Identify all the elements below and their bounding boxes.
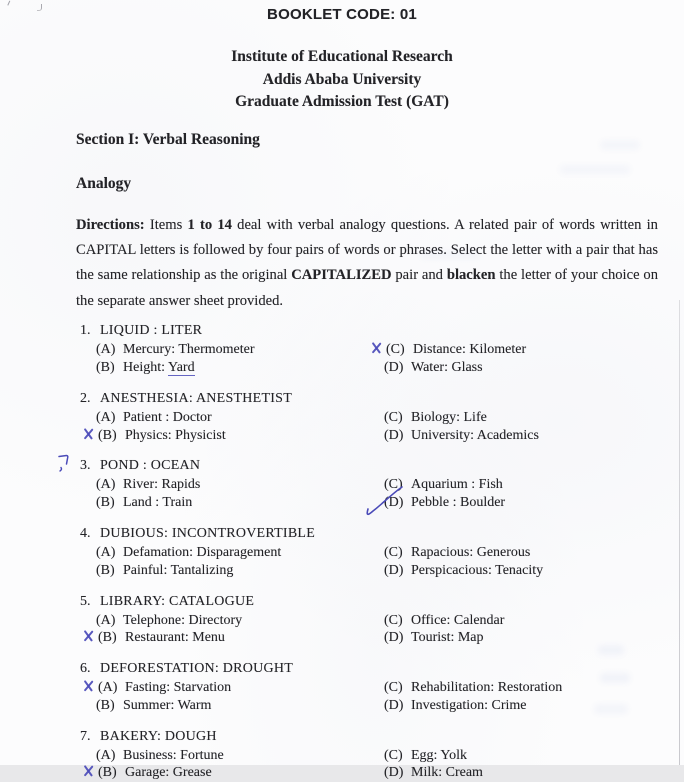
options-right-column	[384, 612, 684, 648]
question-number: 6.	[80, 661, 91, 677]
options-left-column	[96, 476, 368, 512]
option-text: Tourist: Map	[411, 630, 484, 646]
bleed-through-spot	[560, 165, 630, 174]
question-stem: DEFORESTATION: DROUGHT	[100, 661, 293, 677]
answer-option	[96, 544, 368, 562]
answer-option	[96, 612, 368, 630]
option-grid	[96, 476, 684, 512]
answer-option	[384, 562, 684, 580]
option-letter: (C)	[384, 747, 403, 763]
option-text: Height: Yard	[123, 359, 195, 375]
option-letter: (D)	[384, 562, 404, 578]
option-text: Defamation: Disparagement	[123, 544, 282, 560]
option-letter: (D)	[384, 495, 404, 511]
option-grid	[96, 747, 684, 782]
option-grid	[96, 341, 684, 377]
question-head	[80, 728, 684, 746]
question-number: 4.	[80, 525, 91, 541]
answer-option	[384, 612, 684, 630]
question-head	[80, 525, 684, 543]
question-head	[80, 457, 684, 475]
option-text: Distance: Kilometer	[413, 342, 527, 358]
directions-paragraph	[76, 213, 658, 315]
answer-option	[384, 679, 684, 697]
option-letter: (B)	[98, 765, 117, 781]
option-text: Painful: Tantalizing	[123, 562, 234, 578]
answer-option	[96, 341, 368, 359]
option-letter: (A)	[96, 409, 116, 425]
answer-option	[384, 697, 684, 715]
option-letter: (D)	[384, 697, 404, 713]
options-right-column	[384, 409, 684, 445]
option-text: Garage: Grease	[125, 765, 212, 781]
answer-option	[384, 359, 684, 377]
question-stem: LIBRARY: CATALOGUE	[100, 593, 255, 609]
option-text: Water: Glass	[411, 359, 483, 375]
options-left-column	[96, 409, 368, 445]
question-head	[80, 593, 684, 611]
handwritten-x-mark-icon	[83, 427, 96, 439]
options-right-column	[384, 341, 684, 377]
directions-segment: CAPITALIZED	[291, 267, 392, 284]
question-list	[80, 322, 684, 782]
institute-name: Institute of Educational Research	[231, 48, 453, 65]
university-name: Addis Ababa University	[262, 70, 422, 88]
option-text: Rapacious: Generous	[411, 544, 531, 560]
question	[80, 525, 684, 580]
option-text: Perspicacious: Tenacity	[411, 562, 544, 578]
option-text: Land : Train	[123, 495, 193, 511]
question-stem: BAKERY: DOUGH	[100, 728, 217, 744]
option-letter: (A)	[96, 477, 116, 493]
question	[80, 390, 684, 445]
options-right-column	[384, 747, 684, 782]
option-text: Aquarium : Fish	[411, 477, 503, 493]
option-letter: (D)	[384, 359, 404, 375]
option-letter: (A)	[96, 612, 116, 628]
option-letter: (C)	[384, 612, 403, 628]
question-stem: ANESTHESIA: ANESTHETIST	[100, 390, 293, 406]
answer-option	[384, 544, 684, 562]
option-letter: (C)	[384, 680, 403, 696]
option-text: Telephone: Directory	[123, 612, 243, 628]
question	[80, 322, 684, 377]
option-text: Investigation: Crime	[411, 697, 527, 713]
option-letter: (B)	[96, 697, 115, 713]
option-text: Business: Fortune	[123, 747, 224, 763]
option-text: Restaurant: Menu	[125, 630, 225, 646]
handwritten-x-mark-icon	[371, 341, 384, 353]
options-left-column	[96, 679, 368, 715]
answer-option	[96, 494, 368, 512]
scan-edge-line	[679, 300, 680, 765]
option-text: Pebble : Boulder	[411, 495, 506, 511]
stray-pen-mark	[37, 4, 42, 11]
option-letter: (C)	[386, 342, 405, 358]
answer-option	[384, 764, 684, 782]
answer-option	[96, 629, 368, 647]
option-letter: (A)	[96, 544, 116, 560]
option-grid	[96, 612, 684, 648]
question-number: 3.	[80, 458, 91, 474]
question-stem: POND : OCEAN	[100, 458, 201, 474]
option-text: Rehabilitation: Restoration	[411, 680, 563, 696]
question	[80, 728, 684, 782]
answer-option	[96, 679, 368, 697]
answer-option	[384, 629, 684, 647]
answer-option	[96, 409, 368, 427]
option-text: Summer: Warm	[123, 697, 212, 713]
option-grid	[96, 544, 684, 580]
question-number: 1.	[80, 323, 91, 339]
option-letter: (A)	[98, 680, 118, 696]
document-header	[0, 46, 684, 114]
options-right-column	[384, 544, 684, 580]
directions-segment: 1 to 14	[187, 216, 232, 233]
section-title: Section I: Verbal Reasoning	[76, 130, 260, 148]
answer-option	[384, 427, 684, 445]
handwritten-x-mark-icon	[83, 679, 96, 691]
directions-segment: the letter of your choice on the separate answer sheet provided.	[76, 267, 659, 309]
answer-option	[96, 697, 368, 715]
answer-option	[384, 747, 684, 765]
question-head	[80, 390, 684, 408]
handwritten-hook-mark-icon	[57, 453, 73, 478]
option-letter: (C)	[384, 544, 403, 560]
option-text: River: Rapids	[123, 477, 201, 493]
option-letter: (B)	[98, 427, 117, 443]
option-letter: (D)	[384, 630, 404, 646]
options-left-column	[96, 747, 368, 782]
option-letter: (D)	[384, 765, 404, 781]
directions-segment: Directions:	[76, 216, 145, 233]
question-number: 5.	[80, 593, 91, 609]
question-head	[80, 660, 684, 678]
options-left-column	[96, 612, 368, 648]
handwritten-x-mark-icon	[83, 629, 96, 641]
answer-option	[384, 409, 684, 427]
question-stem: DUBIOUS: INCONTROVERTIBLE	[100, 525, 316, 541]
option-letter: (B)	[96, 562, 115, 578]
option-text: Patient : Doctor	[123, 409, 212, 425]
answer-option	[96, 359, 368, 377]
option-letter: (D)	[384, 427, 404, 443]
answer-option	[96, 764, 368, 782]
bleed-through-spot	[420, 250, 480, 260]
option-text: Physics: Physicist	[125, 427, 226, 443]
answer-option	[384, 341, 684, 359]
option-text: Biology: Life	[411, 409, 487, 425]
option-letter: (C)	[384, 477, 403, 493]
question	[80, 457, 684, 512]
answer-option	[96, 476, 368, 494]
directions-segment: Items	[144, 216, 188, 233]
question-stem: LIQUID : LITER	[100, 323, 203, 339]
option-grid	[96, 409, 684, 445]
answer-option	[384, 476, 684, 494]
option-text: University: Academics	[411, 427, 539, 443]
options-left-column	[96, 341, 368, 377]
directions-segment: deal with verbal analogy questions. A related pair of words written in CAPITAL letters is followed by four pairs of words or phrases. Select the letter with a pair that has the same relationship as the original	[76, 216, 658, 284]
option-letter: (A)	[96, 342, 116, 358]
options-left-column	[96, 544, 368, 580]
option-text: Milk: Cream	[411, 765, 483, 781]
test-name: Graduate Admission Test (GAT)	[235, 93, 449, 110]
option-text: Fasting: Starvation	[125, 680, 232, 696]
subsection-title: Analogy	[76, 174, 132, 192]
options-right-column	[384, 679, 684, 715]
question-head	[80, 322, 684, 340]
option-letter: (B)	[98, 630, 117, 646]
question-number: 2.	[80, 390, 91, 406]
option-letter: (B)	[96, 495, 115, 511]
bleed-through-spot	[594, 704, 628, 714]
options-right-column	[384, 476, 684, 512]
option-letter: (B)	[96, 359, 115, 375]
option-letter: (C)	[384, 409, 403, 425]
question	[80, 593, 684, 648]
handwritten-underline: Yard	[167, 359, 195, 375]
bleed-through-spot	[598, 645, 624, 655]
bleed-through-spot	[600, 673, 630, 683]
option-letter: (A)	[96, 747, 116, 763]
answer-option	[384, 494, 684, 512]
answer-option	[96, 562, 368, 580]
answer-option	[96, 427, 368, 445]
option-text: Egg: Yolk	[411, 747, 468, 763]
directions-segment: pair and	[391, 267, 447, 284]
bleed-through-spot	[600, 140, 640, 150]
option-text: Mercury: Thermometer	[123, 342, 255, 358]
answer-option	[96, 747, 368, 765]
option-text: Office: Calendar	[411, 612, 505, 628]
booklet-code: BOOKLET CODE: 01	[267, 6, 417, 23]
handwritten-x-mark-icon	[83, 764, 96, 776]
directions-segment: blacken	[446, 267, 496, 284]
question-number: 7.	[80, 728, 91, 744]
